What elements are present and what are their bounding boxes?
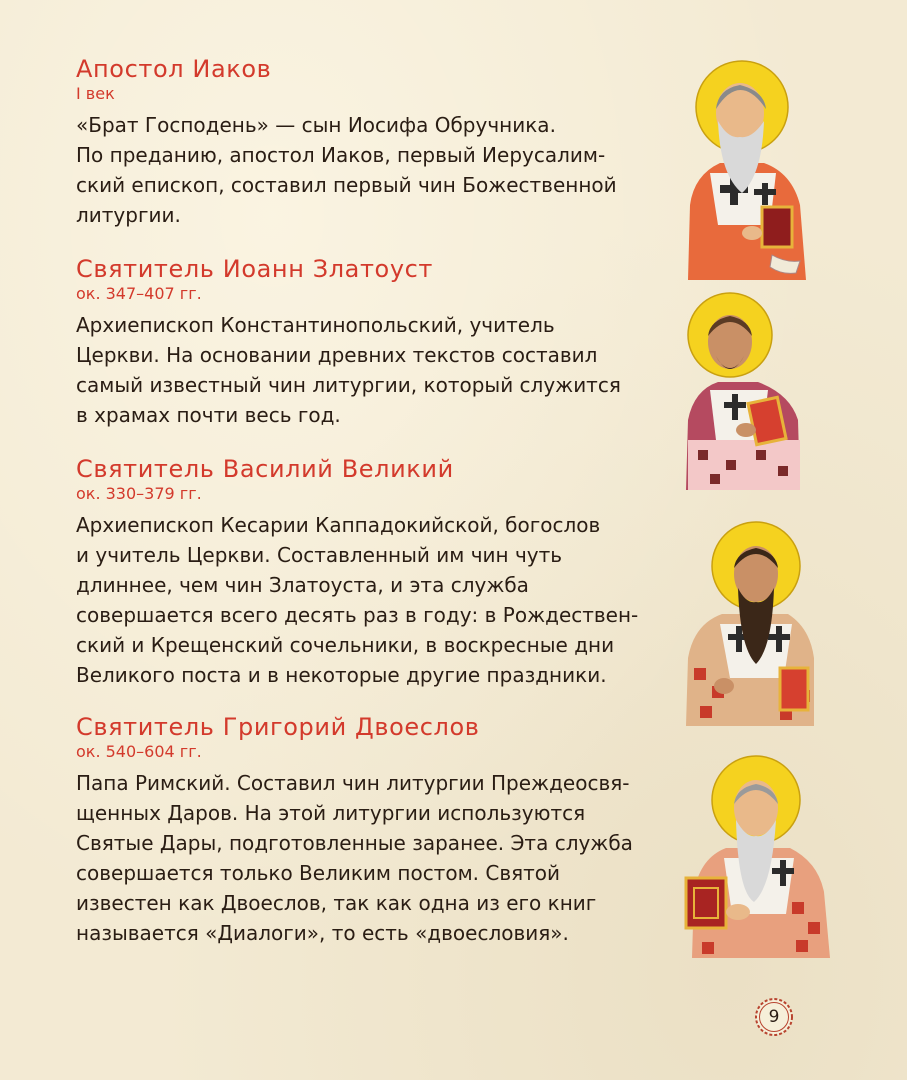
- saint-entry-chrysostom: [76, 255, 676, 430]
- saint-entry-gregory: [76, 713, 676, 948]
- saint-date: ок. 330–379 гг.: [76, 484, 202, 503]
- saint-name: Святитель Василий Великий: [76, 455, 454, 483]
- text-line: и учитель Церкви. Составленный им чин чуть: [76, 543, 563, 567]
- saint-description: [76, 310, 676, 430]
- text-line: ский епископ, составил первый чин Божественной: [76, 173, 617, 197]
- saint-name: Святитель Григорий Двоеслов: [76, 713, 480, 741]
- text-line: совершается всего десять раз в году: в Рождествен-: [76, 603, 639, 627]
- saint-description: [76, 510, 676, 690]
- text-line: По преданию, апостол Иаков, первый Иерусалим-: [76, 143, 606, 167]
- text-line: щенных Даров. На этой литургии используются: [76, 801, 586, 825]
- saint-entry-basil: [76, 455, 676, 690]
- text-line: длиннее, чем чин Златоуста, и эта служба: [76, 573, 529, 597]
- page-number-badge: [752, 995, 796, 1039]
- saint-date: ок. 347–407 гг.: [76, 284, 202, 303]
- apostle-james-icon: [680, 55, 840, 280]
- text-line: называется «Диалоги», то есть «двоесловия».: [76, 921, 569, 945]
- text-line: Папа Римский. Составил чин литургии Преждеосвя-: [76, 771, 630, 795]
- text-line: Архиепископ Кесарии Каппадокийской, богослов: [76, 513, 601, 537]
- saint-name: Апостол Иаков: [76, 55, 272, 83]
- text-line: известен как Двоеслов, так как одна из его книг: [76, 891, 597, 915]
- saint-date: I век: [76, 84, 115, 103]
- text-line: литургии.: [76, 203, 181, 227]
- saint-description: [76, 768, 676, 948]
- saint-entry-james: [76, 55, 676, 230]
- saint-date: ок. 540–604 гг.: [76, 742, 202, 761]
- john-chrysostom-icon: [680, 290, 840, 495]
- text-line: совершается только Великим постом. Святой: [76, 861, 561, 885]
- text-line: Святые Дары, подготовленные заранее. Эта служба: [76, 831, 633, 855]
- page-number: 9: [768, 1007, 780, 1027]
- text-line: «Брат Господень» — сын Иосифа Обручника.: [76, 113, 556, 137]
- gregory-dialogist-icon: [680, 752, 840, 962]
- text-line: Великого поста и в некоторые другие праздники.: [76, 663, 607, 687]
- saint-description: [76, 110, 676, 230]
- text-line: Церкви. На основании древних текстов составил: [76, 343, 598, 367]
- saint-name: Святитель Иоанн Златоуст: [76, 255, 434, 283]
- text-line: ский и Крещенский сочельники, в воскресные дни: [76, 633, 615, 657]
- text-line: самый известный чин литургии, который служится: [76, 373, 621, 397]
- text-line: в храмах почти весь год.: [76, 403, 341, 427]
- text-line: Архиепископ Константинопольский, учитель: [76, 313, 555, 337]
- basil-the-great-icon: [680, 518, 840, 728]
